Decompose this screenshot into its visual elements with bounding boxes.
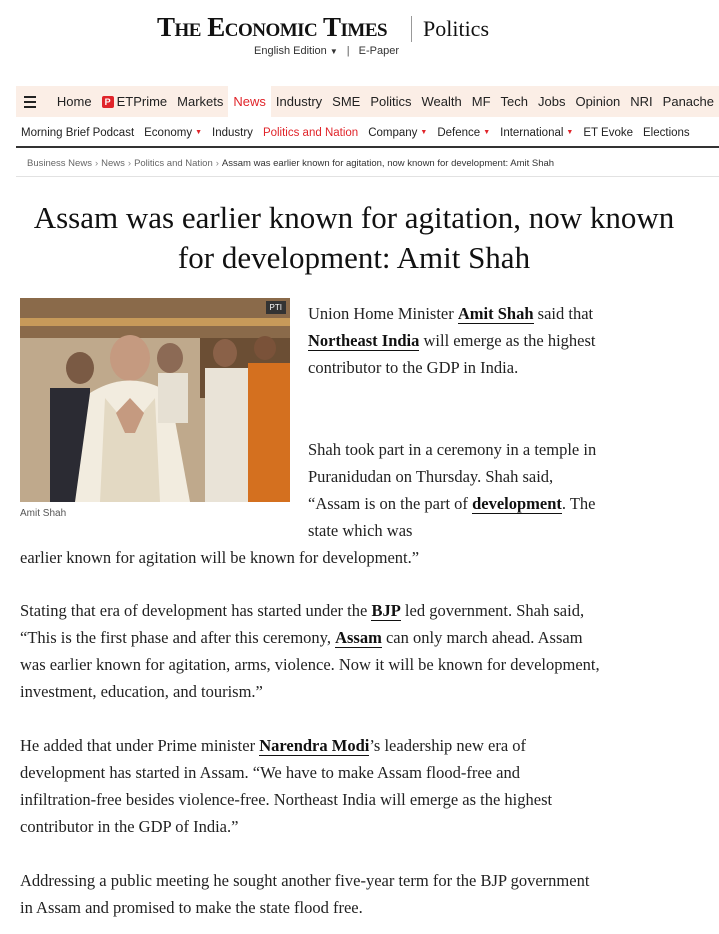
edition-divider: | bbox=[346, 45, 350, 57]
caret-down-icon: ▼ bbox=[566, 129, 574, 136]
subnav-economy[interactable] bbox=[139, 127, 207, 139]
subnav-label: Company bbox=[368, 126, 418, 139]
text-run: . The state which was bbox=[308, 494, 596, 540]
nav-item-wealth[interactable]: Wealth bbox=[421, 94, 462, 109]
text-run: ’s leadership new era of development has started in Assam. “We have to make Assam flood-free and infiltration-free besides violence-free. Northeast India will emerge as the highest contributor in the GDP of India.” bbox=[20, 736, 553, 836]
subnav-label: Industry bbox=[212, 126, 253, 139]
subnav-label: Defence bbox=[437, 126, 481, 139]
subnav-elections[interactable] bbox=[638, 127, 695, 139]
article-paragraph: Addressing a public meeting he sought another five-year term for the BJP government in Assam and promised to make the state flood free. bbox=[20, 871, 590, 917]
keyword-link-bjp[interactable]: BJP bbox=[371, 601, 401, 620]
epaper-link[interactable]: E-Paper bbox=[358, 45, 399, 57]
breadcrumb-news[interactable]: News bbox=[101, 158, 125, 169]
article-paragraph-continued: earlier known for agitation will be known for development.” bbox=[20, 548, 420, 567]
article-paragraph bbox=[20, 732, 600, 840]
nav-item-jobs[interactable]: Jobs bbox=[538, 94, 566, 109]
article-paragraph bbox=[308, 300, 608, 381]
hamburger-menu-icon[interactable] bbox=[24, 96, 36, 108]
subnav-label: ET Evoke bbox=[583, 126, 634, 139]
etprime-icon: P bbox=[102, 96, 114, 108]
subnav-company[interactable] bbox=[363, 127, 432, 139]
caret-down-icon: ▼ bbox=[329, 47, 338, 56]
breadcrumb-current: Assam was earlier known for agitation, now known for development: Amit Shah bbox=[221, 158, 555, 169]
subnav-et-evoke[interactable] bbox=[578, 127, 638, 139]
nav-item-industry[interactable]: Industry bbox=[275, 94, 323, 109]
subnav-politics-and-nation[interactable] bbox=[258, 127, 363, 139]
text-run: will emerge as the highest contributor to the GDP in India. bbox=[308, 331, 596, 377]
keyword-link-assam[interactable]: Assam bbox=[335, 628, 382, 647]
keyword-link-narendra-modi[interactable]: Narendra Modi bbox=[259, 736, 370, 755]
edition-row bbox=[254, 45, 399, 57]
text-run: led government. Shah said, “This is the first phase and after this ceremony, bbox=[20, 601, 585, 647]
keyword-link-amit-shah[interactable]: Amit Shah bbox=[457, 304, 534, 323]
article-paragraph bbox=[308, 436, 608, 544]
subnav-label: Economy bbox=[144, 126, 193, 139]
section-title[interactable]: Politics bbox=[423, 16, 490, 41]
caret-down-icon: ▼ bbox=[195, 129, 203, 136]
text-run: Shah took part in a ceremony in a temple in Puranidudan on Thursday. Shah said, “Assam is on the part of bbox=[308, 440, 597, 513]
caret-down-icon: ▼ bbox=[420, 129, 428, 136]
text-run: can only march ahead. Assam was earlier known for agitation, arms, violence. Now it will be known for development, investment, education, and tourism.” bbox=[20, 628, 600, 701]
edition-selector[interactable]: English Edition ▼ bbox=[254, 45, 338, 57]
masthead bbox=[0, 0, 719, 85]
subnav-label: Morning Brief Podcast bbox=[21, 126, 135, 139]
photo-illustration bbox=[20, 298, 290, 502]
chevron-right-icon: › bbox=[215, 158, 219, 169]
subnav-international[interactable] bbox=[495, 127, 578, 139]
divider bbox=[16, 176, 719, 177]
nav-item-etprime[interactable] bbox=[97, 86, 173, 117]
text-run: said that bbox=[533, 304, 594, 323]
subnav-label: Elections bbox=[643, 126, 690, 139]
breadcrumb-politics-nation[interactable]: Politics and Nation bbox=[134, 158, 213, 169]
subnav-defence[interactable] bbox=[432, 127, 495, 139]
nav-item-home[interactable]: Home bbox=[56, 94, 92, 109]
primary-nav bbox=[16, 86, 719, 117]
subnav-morning-brief[interactable] bbox=[16, 127, 139, 139]
nav-item-nri[interactable]: NRI bbox=[630, 94, 653, 109]
keyword-link-development[interactable]: development bbox=[472, 494, 562, 513]
article-headline: Assam was earlier known for agitation, now known for development: Amit Shah bbox=[33, 200, 675, 275]
caret-down-icon: ▼ bbox=[483, 129, 491, 136]
subnav-industry[interactable] bbox=[207, 127, 258, 139]
article-image[interactable] bbox=[20, 298, 290, 502]
logo-divider bbox=[411, 16, 412, 42]
image-caption: Amit Shah bbox=[20, 508, 67, 519]
breadcrumb bbox=[27, 158, 554, 169]
article-paragraph bbox=[20, 597, 600, 705]
text-run: Stating that era of development has started under the bbox=[20, 601, 372, 620]
nav-item-tech[interactable]: Tech bbox=[500, 94, 528, 109]
nav-item-mf[interactable]: MF bbox=[471, 94, 491, 109]
keyword-link-northeast-india[interactable]: Northeast India bbox=[308, 331, 420, 350]
nav-item-news[interactable]: News bbox=[228, 86, 271, 117]
nav-item-markets[interactable]: Markets bbox=[177, 94, 224, 109]
text-run: Union Home Minister bbox=[308, 304, 458, 323]
secondary-nav bbox=[16, 119, 719, 148]
breadcrumb-business-news[interactable]: Business News bbox=[27, 158, 92, 169]
text-run: He added that under Prime minister bbox=[20, 736, 260, 755]
nav-item-politics[interactable]: Politics bbox=[370, 94, 412, 109]
nav-item-label: ETPrime bbox=[116, 94, 168, 109]
chevron-right-icon: › bbox=[127, 158, 132, 169]
nav-item-sme[interactable]: SME bbox=[332, 94, 361, 109]
nav-item-panache[interactable]: Panache bbox=[662, 94, 714, 109]
subnav-label: Politics and Nation bbox=[262, 126, 359, 139]
nav-item-opinion[interactable]: Opinion bbox=[575, 94, 621, 109]
image-credit-badge: PTI bbox=[266, 301, 286, 314]
site-logo[interactable]: The Economic Times bbox=[157, 12, 388, 42]
subnav-label: International bbox=[500, 126, 564, 139]
chevron-right-icon: › bbox=[94, 158, 99, 169]
